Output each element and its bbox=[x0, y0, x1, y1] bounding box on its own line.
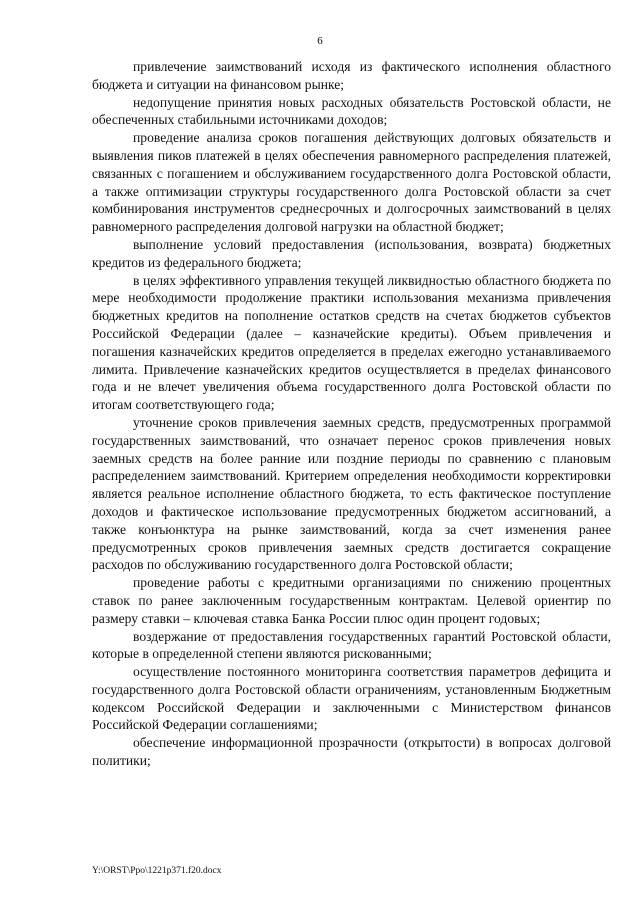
paragraph: воздержание от предоставления государственных гарантий Ростовской области, которые в определенной степени являются рискованными; bbox=[92, 628, 611, 662]
paragraph: недопущение принятия новых расходных обязательств Ростовской области, не обеспеченных стабильными источниками доходов; bbox=[92, 94, 611, 128]
page-number: 6 bbox=[317, 35, 323, 47]
paragraph: проведение работы с кредитными организациями по снижению процентных ставок по ранее заключенным государственным контрактам. Целевой ориентир по размеру ставки – ключевая ставка Банка России плюс один процент годовых; bbox=[92, 575, 611, 626]
paragraph: в целях эффективного управления текущей ликвидностью областного бюджета по мере необходимости продолжение практики использования механизма привлечения бюджетных кредитов на пополнение остатков средств на счетах бюджетов субъектов Российской Федерации (далее – казначейские кредиты). Объем привлечения и погашения казначейских кредитов определяется в пределах ежегодно устанавливаемого лимита. Привлечение казначейских кредитов осуществляется в пределах финансового года и не влечет увеличения объема государственного долга Ростовской области по итогам соответствующего года; bbox=[92, 272, 611, 413]
file-path-footer: Y:\ORST\Ppo\1221p371.f20.docx bbox=[92, 866, 222, 876]
paragraph: обеспечение информационной прозрачности (открытости) в вопросах долговой политики; bbox=[92, 735, 611, 769]
paragraph: привлечение заимствований исходя из фактического исполнения областного бюджета и ситуации на финансовом рынке; bbox=[92, 59, 611, 92]
paragraph: осуществление постоянного мониторинга соответствия параметров дефицита и государственного долга Ростовской области ограничениям, установленным Бюджетным кодексом Российской Федерации и заключенными с Министерством финансов Российской Федерации соглашениями; bbox=[92, 664, 611, 733]
document-body bbox=[92, 58, 611, 770]
paragraph: выполнение условий предоставления (использования, возврата) бюджетных кредитов из федерального бюджета; bbox=[92, 236, 611, 270]
paragraph: проведение анализа сроков погашения действующих долговых обязательств и выявления пиков платежей в целях обеспечения равномерного распределения платежей, связанных с погашением и обслуживанием государственного долга Ростовской области, а также оптимизации структуры государственного долга Ростовской области за счет комбинирования инструментов среднесрочных и долгосрочных заимствований в целях равномерного распределения долговой нагрузки на областной бюджет; bbox=[92, 130, 611, 235]
paragraph: уточнение сроков привлечения заемных средств, предусмотренных программой государственных заимствований, что означает перенос сроков привлечения новых заемных средств на более ранние или поздние периоды по сравнению с плановым распределением заимствований. Критерием определения необходимости корректировки является реальное исполнение областного бюджета, то есть фактическое поступление доходов и фактическое использование предусмотренных бюджетом ассигнований, а также конъюнктура на рынке заимствований, когда за счет изменения ранее предусмотренных сроков привлечения заемных средств достигается сокращение расходов по обслуживанию государственного долга Ростовской области; bbox=[92, 414, 611, 573]
